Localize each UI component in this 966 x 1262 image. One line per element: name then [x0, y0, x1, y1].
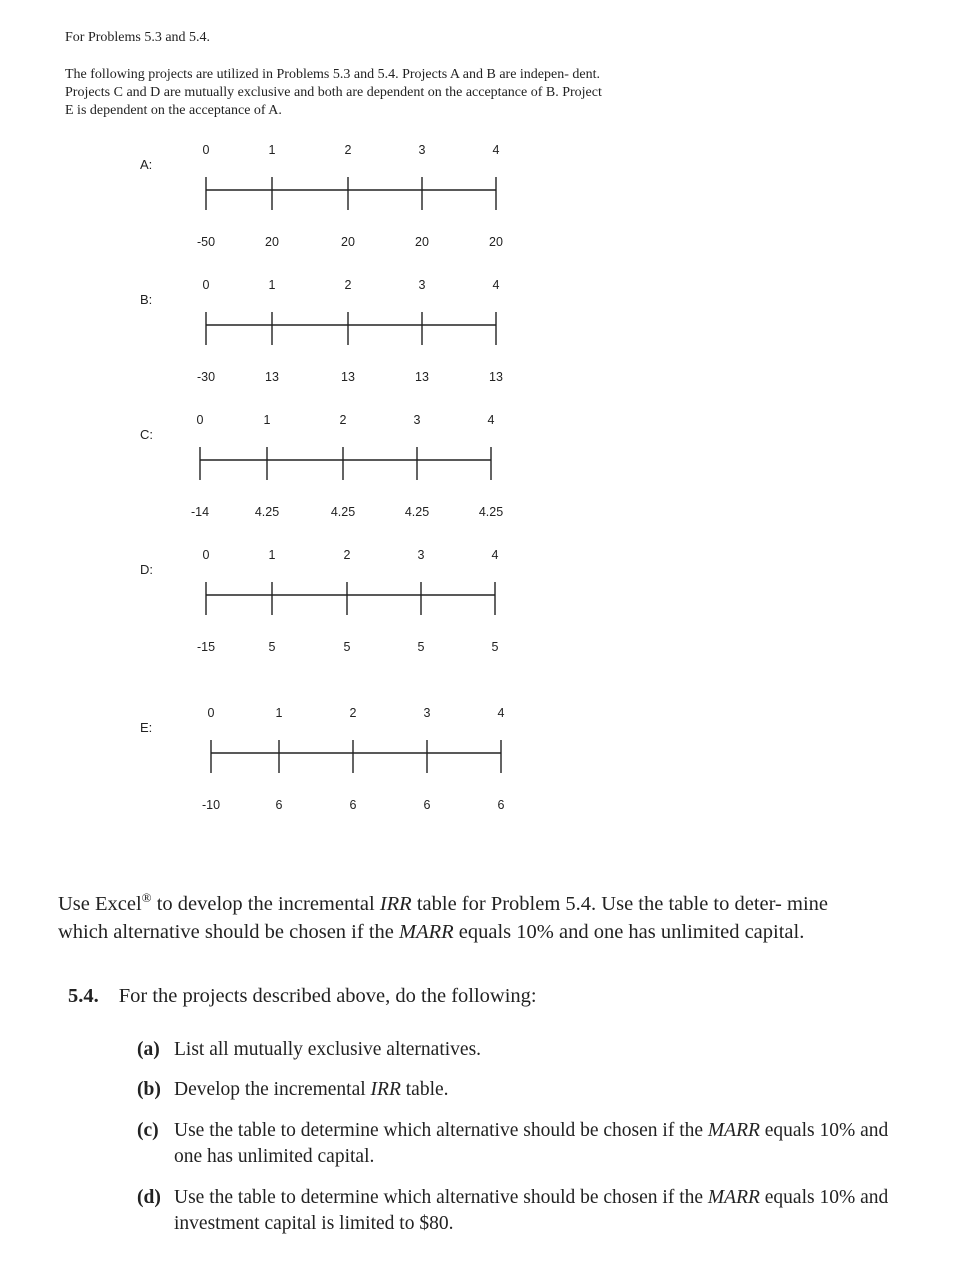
- cash-flow-value: 4.25: [404, 505, 430, 519]
- period-label: 0: [202, 143, 210, 157]
- timeline-a: [0, 140, 966, 270]
- part-a: [137, 1037, 907, 1063]
- period-label: 4: [492, 143, 500, 157]
- part-letter: (a): [137, 1039, 160, 1060]
- cash-flow-value: 20: [415, 235, 429, 249]
- cash-flow-value: 20: [341, 235, 355, 249]
- timeline-axis: [0, 703, 966, 833]
- problem-text: For the projects described above, do the following:: [118, 985, 537, 1007]
- period-label: 3: [413, 413, 421, 427]
- period-label: 4: [487, 413, 495, 427]
- part-text: Develop the incremental: [174, 1079, 371, 1100]
- part-text: Use the table to determine which alternative should be chosen if the: [174, 1187, 708, 1208]
- timeline-axis: [0, 275, 966, 405]
- timeline-b: [0, 275, 966, 405]
- period-label: 0: [202, 548, 210, 562]
- part-text: equals 10% and one has unlimited capital.: [174, 1120, 889, 1167]
- period-label: 2: [349, 706, 357, 720]
- cash-flow-value: 6: [497, 798, 505, 812]
- part-text: table.: [400, 1079, 449, 1100]
- marr-term: MARR: [707, 1120, 760, 1141]
- part-letter: (c): [137, 1120, 159, 1141]
- cash-flow-value: 13: [341, 370, 355, 384]
- part-text: Use the table to determine which alternative should be chosen if the: [174, 1120, 708, 1141]
- question-text-3: table for Problem 5.4. Use the table to deter- mine which alternative should be chosen if the: [58, 892, 828, 943]
- period-label: 4: [492, 278, 500, 292]
- period-label: 3: [418, 143, 426, 157]
- marr-term: MARR: [399, 920, 454, 943]
- cash-flow-value: 5: [417, 640, 425, 654]
- cash-flow-value: 13: [489, 370, 503, 384]
- marr-term: MARR: [707, 1187, 760, 1208]
- timeline-c: [0, 410, 966, 540]
- timeline-d: [0, 545, 966, 675]
- cash-flow-value: 4.25: [478, 505, 504, 519]
- cash-flow-value: 4.25: [330, 505, 356, 519]
- question-text-2: to develop the incremental: [151, 892, 380, 915]
- question-text-1: Use Excel: [58, 892, 142, 915]
- part-text: equals 10% and investment capital is limited to $80.: [174, 1187, 889, 1234]
- excel-question: [58, 884, 828, 946]
- registered-mark: ®: [141, 890, 152, 905]
- cash-flow-value: -15: [196, 640, 216, 654]
- irr-term: IRR: [379, 892, 412, 915]
- period-label: 0: [196, 413, 204, 427]
- period-label: 1: [275, 706, 283, 720]
- part-letter: (d): [137, 1187, 161, 1208]
- question-text-4: equals 10% and one has unlimited capital.: [453, 920, 805, 943]
- project-label: B:: [140, 292, 153, 307]
- problem-number: 5.4.: [68, 985, 99, 1007]
- period-label: 3: [418, 278, 426, 292]
- period-label: 1: [268, 278, 276, 292]
- part-text: List all mutually exclusive alternatives.: [174, 1039, 482, 1060]
- part-c: [137, 1118, 907, 1170]
- project-label: E:: [140, 720, 153, 735]
- cash-flow-value: 5: [343, 640, 351, 654]
- period-label: 0: [202, 278, 210, 292]
- period-label: 0: [207, 706, 215, 720]
- project-label: C:: [140, 427, 153, 442]
- intro-paragraph: The following projects are utilized in Problems 5.3 and 5.4. Projects A and B are indepen- dent. Projects C and D are mutually exclusive and both are dependent on the acceptance of B. Project E is dependent on the acceptance of A.: [65, 67, 602, 118]
- cash-flow-value: 6: [349, 798, 357, 812]
- timeline-axis: [0, 545, 966, 675]
- timeline-e: [0, 703, 966, 833]
- cash-flow-value: -50: [196, 235, 216, 249]
- cash-flow-value: 13: [265, 370, 279, 384]
- part-letter: (b): [137, 1079, 161, 1100]
- part-b: [137, 1077, 907, 1103]
- cash-flow-value: -14: [190, 505, 210, 519]
- period-label: 2: [343, 548, 351, 562]
- period-label: 3: [423, 706, 431, 720]
- cash-flow-value: 5: [491, 640, 499, 654]
- period-label: 1: [268, 548, 276, 562]
- period-label: 2: [339, 413, 347, 427]
- part-d: [137, 1185, 907, 1237]
- cash-flow-value: 20: [489, 235, 503, 249]
- cash-flow-value: -30: [196, 370, 216, 384]
- cash-flow-value: 20: [265, 235, 279, 249]
- timeline-axis: [0, 140, 966, 270]
- period-label: 1: [268, 143, 276, 157]
- period-label: 4: [491, 548, 499, 562]
- project-label: D:: [140, 562, 153, 577]
- cash-flow-value: 4.25: [254, 505, 280, 519]
- section-heading: For Problems 5.3 and 5.4.: [65, 30, 211, 45]
- cash-flow-value: 13: [415, 370, 429, 384]
- cash-flow-value: 6: [275, 798, 283, 812]
- cash-flow-value: 5: [268, 640, 276, 654]
- irr-term: IRR: [370, 1079, 401, 1100]
- timeline-axis: [0, 410, 966, 540]
- period-label: 2: [344, 278, 352, 292]
- period-label: 3: [417, 548, 425, 562]
- cash-flow-value: 6: [423, 798, 431, 812]
- project-label: A:: [140, 157, 153, 172]
- cash-flow-value: -10: [201, 798, 221, 812]
- period-label: 4: [497, 706, 505, 720]
- problem-statement: [68, 985, 537, 1008]
- period-label: 2: [344, 143, 352, 157]
- period-label: 1: [263, 413, 271, 427]
